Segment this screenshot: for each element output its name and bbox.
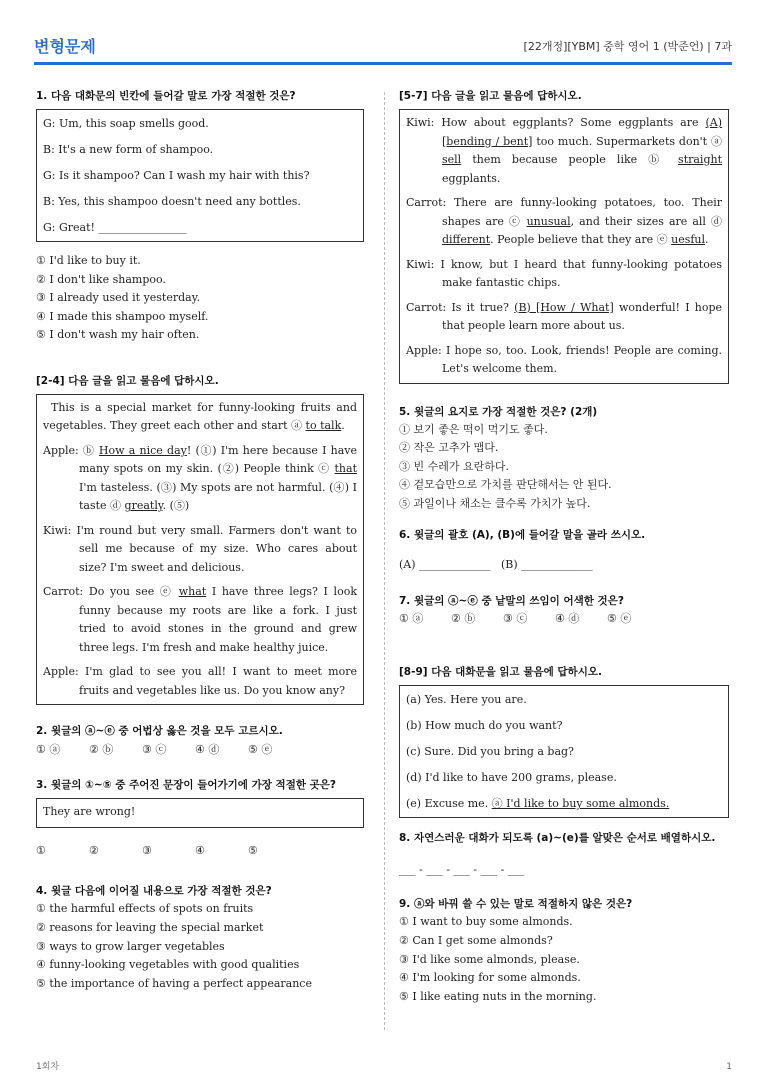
q6-title: 6. 윗글의 괄호 (A), (B)에 들어갈 말을 골라 쓰시오. — [399, 529, 646, 542]
dialogue-line: (c) Sure. Did you bring a bag? — [406, 745, 574, 759]
q5-title: 5. 윗글의 요지로 가장 적절한 것은? (2개) — [399, 405, 598, 418]
kiwi-speech: Kiwi: I'm round but very small. Farmers don't want to sell me because of my size. Who cares about size? I'm sweet and delicious. — [43, 523, 357, 574]
p57-title: [5-7] 다음 글을 읽고 물음에 답하시오. — [399, 90, 582, 102]
option[interactable]: ③ I already used it yesterday. — [36, 291, 200, 305]
p89-title: [8-9] 다음 대화문을 읽고 물음에 답하시오. — [399, 666, 602, 679]
q4-options — [36, 900, 364, 993]
left-column — [36, 88, 364, 993]
carrot-speech: Carrot: Do you see ⓔ what I have three legs? I look funny because my roots are like a fork. I just tried to avoid stones in the ground and grew three legs. I'm fresh and make healthy juice. — [43, 585, 357, 654]
option[interactable]: ③ — [142, 844, 152, 858]
apple-speech-2: Apple: I'm glad to see you all! I want to meet more fruits and vegetables like us. Do you know any? — [43, 665, 357, 697]
dialogue-line: (d) I'd like to have 200 grams, please. — [406, 771, 617, 785]
apple-speech-1: Apple: ⓑ How a nice day! (①) I'm here because I have many spots on my skin. (②) People think ⓒ that I'm tasteless. (③) My spots are not harmful. (④) I taste ⓓ greatly. (⑤) — [43, 443, 357, 513]
option[interactable]: ① the harmful effects of spots on fruits — [36, 902, 254, 916]
q1-title: 1. 다음 대화문의 빈칸에 들어갈 말로 가장 적절한 것은? — [36, 90, 296, 102]
q7-options — [399, 610, 729, 626]
option[interactable]: ④ funny-looking vegetables with good qualities — [36, 958, 300, 972]
dialogue-line: G: Um, this soap smells good. — [43, 117, 209, 130]
option[interactable]: ④ I made this shampoo myself. — [36, 309, 209, 323]
option[interactable]: ④ 겉모습만으로 가치를 판단해서는 안 된다. — [399, 478, 612, 492]
option[interactable]: ③ I'd like some almonds, please. — [399, 952, 580, 966]
option[interactable]: ① 보기 좋은 떡이 먹기도 좋다. — [399, 422, 548, 436]
p24-passage-box — [36, 394, 364, 706]
q8-title: 8. 자연스러운 대화가 되도록 (a)~(e)를 알맞은 순서로 배열하시오. — [399, 832, 716, 845]
p57-passage-box — [399, 109, 729, 384]
header-rule — [34, 62, 732, 65]
q4-title: 4. 윗글 다음에 이어질 내용으로 가장 적절한 것은? — [36, 885, 272, 898]
q3-title: 3. 윗글의 ①~⑤ 중 주어진 문장이 들어가기에 가장 적절한 곳은? — [36, 779, 337, 792]
dialogue-line: B: Yes, this shampoo doesn't need any bottles. — [43, 195, 301, 208]
option[interactable]: ④ — [195, 844, 205, 858]
option[interactable]: ② ⓑ — [451, 612, 476, 626]
carrot-speech-2: Carrot: Is it true? (B) [How / What] wonderful! I hope that people learn more about us. — [406, 300, 722, 332]
dialogue-line: B: It's a new form of shampoo. — [43, 143, 214, 156]
option[interactable]: ⑤ I don't wash my hair often. — [36, 328, 200, 342]
apple-speech: Apple: I hope so, too. Look, friends! People are coming. Let's welcome them. — [406, 343, 722, 375]
page-number: 1 — [726, 1062, 732, 1072]
option[interactable]: ⑤ — [248, 844, 258, 858]
option[interactable]: ② 작은 고추가 맵다. — [399, 441, 499, 455]
kiwi-speech: Kiwi: How about eggplants? Some eggplants are (A) [bending / bent] too much. Supermarkets don't ⓐ sell them because people like ⓑ straight eggplants. — [406, 116, 722, 185]
dialogue-line: (b) How much do you want? — [406, 719, 563, 733]
option[interactable]: ③ ways to grow larger vegetables — [36, 939, 225, 953]
option[interactable]: ④ ⓓ — [195, 743, 220, 757]
option[interactable]: ② reasons for leaving the special market — [36, 921, 264, 935]
q6-answer-blanks[interactable]: (A) _____________ (B) _____________ — [399, 558, 593, 572]
q9-title: 9. ⓐ와 바꿔 쓸 수 있는 말로 적절하지 않은 것은? — [399, 898, 633, 911]
q2-options — [36, 741, 364, 757]
option[interactable]: ① — [36, 844, 46, 858]
q7-title: 7. 윗글의 ⓐ~ⓔ 중 낱말의 쓰임이 어색한 것은? — [399, 595, 624, 608]
q3-options — [36, 844, 364, 857]
p89-dialogue-box — [399, 685, 729, 818]
option[interactable]: ③ ⓒ — [503, 612, 528, 626]
q3-sentence-box: They are wrong! — [36, 798, 364, 828]
option[interactable]: ② ⓑ — [89, 743, 114, 757]
option[interactable]: ④ I'm looking for some almonds. — [399, 971, 581, 985]
dialogue-line: (e) Excuse me. ⓐ I'd like to buy some almonds. — [406, 797, 670, 811]
option[interactable]: ① ⓐ — [399, 612, 424, 626]
option[interactable]: ⑤ ⓔ — [248, 743, 273, 757]
q9-options — [399, 913, 729, 1006]
option[interactable]: ② I don't like shampoo. — [36, 272, 166, 286]
option[interactable]: ④ ⓓ — [555, 612, 580, 626]
option[interactable]: ⑤ the importance of having a perfect appearance — [36, 976, 312, 990]
option[interactable]: ⑤ 과일이나 채소는 클수록 가치가 높다. — [399, 496, 591, 510]
option[interactable]: ③ ⓒ — [142, 743, 167, 757]
kiwi-speech-2: Kiwi: I know, but I heard that funny-looking potatoes make fantastic chips. — [406, 257, 722, 289]
q1-options — [36, 252, 364, 345]
dialogue-line: (a) Yes. Here you are. — [406, 693, 527, 707]
option[interactable]: ① I want to buy some almonds. — [399, 915, 573, 929]
dialogue-line: G: Is it shampoo? Can I wash my hair with this? — [43, 169, 310, 182]
option[interactable]: ② Can I get some almonds? — [399, 934, 553, 948]
carrot-speech: Carrot: There are funny-looking potatoes, too. Their shapes are ⓒ unusual, and their sizes are all ⓓ different. People believe that they are ⓔ uesful. — [406, 196, 722, 246]
right-column — [399, 88, 729, 1006]
option[interactable]: ⑤ I like eating nuts in the morning. — [399, 989, 597, 1003]
q8-answer-blanks[interactable]: ___ - ___ - ___ - ___ - ___ — [399, 863, 525, 877]
footer-round: 1회차 — [36, 1062, 60, 1072]
option[interactable]: ③ 빈 수레가 요란하다. — [399, 459, 509, 473]
option[interactable]: ① ⓐ — [36, 743, 61, 757]
dialogue-line: G: Great! ________________ — [43, 221, 187, 234]
course-info: [22개정][YBM] 중학 영어 1 (박준언) | 7과 — [523, 40, 732, 53]
page-title: 변형문제 — [34, 37, 96, 56]
q1-dialogue-box — [36, 109, 364, 242]
option[interactable]: ① I'd like to buy it. — [36, 254, 141, 267]
column-divider — [384, 92, 385, 1030]
q2-title: 2. 윗글의 ⓐ~ⓔ 중 어법상 옳은 것을 모두 고르시오. — [36, 725, 283, 738]
q5-options — [399, 421, 729, 514]
option[interactable]: ⑤ ⓔ — [607, 612, 632, 626]
option[interactable]: ② — [89, 844, 99, 858]
p24-title: [2-4] 다음 글을 읽고 물음에 답하시오. — [36, 374, 219, 387]
passage-intro: This is a special market for funny-looking fruits and vegetables. They greet each other and start ⓐ to talk. — [43, 400, 357, 433]
